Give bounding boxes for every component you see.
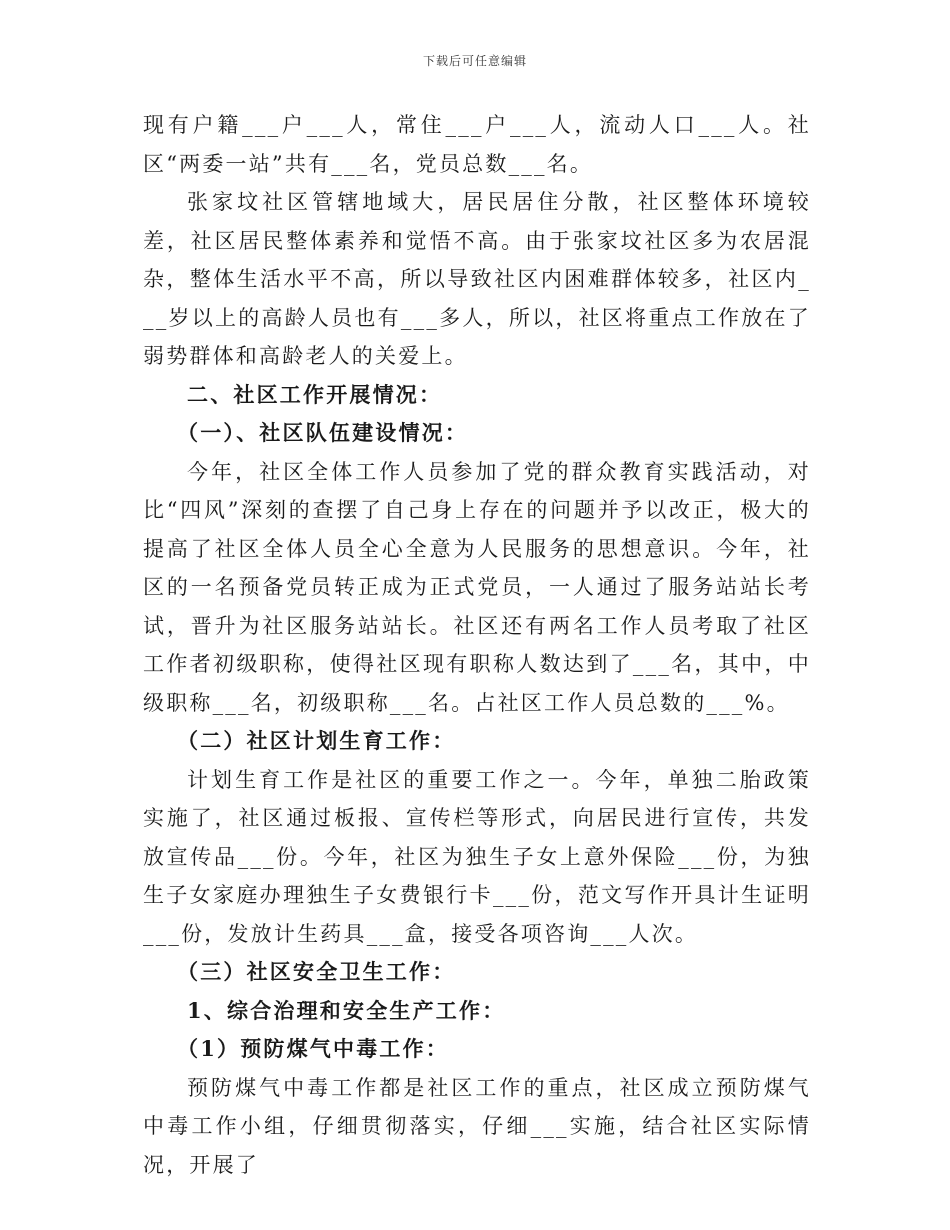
paragraph-team-building: 今年，社区全体工作人员参加了党的群众教育实践活动，对比“四风”深刻的查摆了自己身上存在的问题并予以改正，极大的提高了社区全体人员全心全意为人民服务的思想意识。今年，社区的一名预备党员转正成为正式党员，一人通过了服务站站长考试，晋升为社区服务站站长。社区还有两名工作人员考取了社区工作者初级职称，使得社区现有职称人数达到了___名，其中，中级职称___名，初级职称___名。占社区工作人员总数的___%。 [143,459,811,715]
paragraph-population: 现有户籍___户___人，常住___户___人，流动人口___人。社区“两委一站”共有___名，党员总数___名。 [143,113,811,176]
heading-gas-poisoning: （1）预防煤气中毒工作： [177,1036,450,1061]
page-header: 下载后可任意编辑 [422,54,527,68]
heading-safety-hygiene: （三）社区安全卫生工作： [177,959,456,984]
paragraph-community-overview: 张家坟社区管辖地域大，居民居住分散，社区整体环境较差，社区居民整体素养和觉悟不高。由于张家坟社区多为农居混杂，整体生活水平不高，所以导致社区内困难群体较多，社区内___岁以上的高龄人员也有___多人，所以，社区将重点工作放在了弱势群体和高龄老人的关爱上。 [143,190,811,368]
document-body [143,106,811,1184]
heading-family-planning: （二）社区计划生育工作： [177,728,456,753]
paragraph-gas-poisoning: 预防煤气中毒工作都是社区工作的重点，社区成立预防煤气中毒工作小组，仔细贯彻落实，仔细___实施，结合社区实际情况，开展了 [143,1075,811,1177]
paragraph-family-planning: 计划生育工作是社区的重要工作之一。今年，单独二胎政策实施了，社区通过板报、宣传栏等形式，向居民进行宣传，共发放宣传品___份。今年，社区为独生子女上意外保险___份，为独生子女家庭办理独生子女费银行卡___份，范文写作开具计生证明___份，发放计生药具___盒，接受各项咨询___人次。 [143,767,811,946]
heading-work-progress: 二、社区工作开展情况： [187,381,443,407]
heading-team-building: （一）、社区队伍建设情况： [177,420,469,445]
heading-governance-safety: 1、综合治理和安全生产工作： [187,997,506,1023]
